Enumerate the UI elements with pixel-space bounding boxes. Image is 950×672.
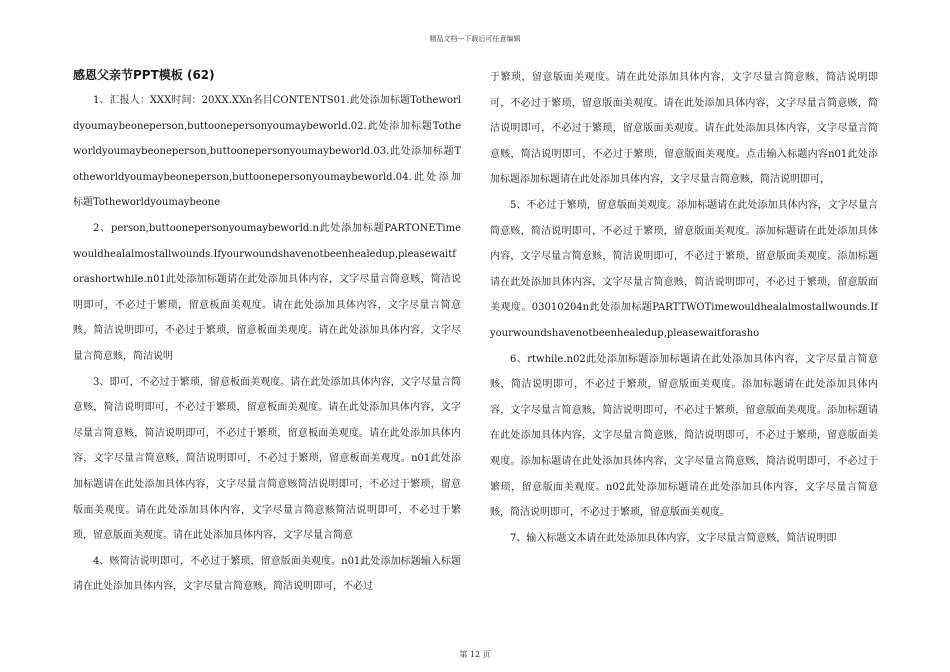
paragraph-1: 1、汇报人：XXX时间：20XX.XXn名目CONTENTS01.此处添加标题Totheworldyoumaybeoneperson,buttoonepersonyoumaybeworld.02.此处添加标题Totheworldyoumaybeoneperson,buttoonepersonyoumaybeworld.03.此处添加标题Totheworldyoumaybeoneperson,buttoonepersonyoumaybeworld.04.此处添加标题Totheworldyoumaybeone <box>73 95 461 209</box>
document-title: 感恩父亲节PPT模板 (62) <box>73 68 215 82</box>
page-number: 第 12 页 <box>459 650 491 659</box>
paragraph-2: 2、person,buttoonepersonyoumaybeworld.n此处添加标题PARTONETimewouldhealalmostallwounds.Ifyourwoundshavenotbeenhealedup,pleasewaitforashortwhile.n01此处添加标题请在此处添加具体内容，文字尽量言简意赅，简洁说明即可，不必过于繁琐，留意板面美观度。请在此处添加具体内容，文字尽量言简意赅，简洁说明即可，不必过于繁琐，留意板面美观度。请在此处添加具体内容，文字尽量言简意赅，简洁说明 <box>73 222 461 362</box>
paragraph-5: 5、不必过于繁琐，留意版面美观度。添加标题请在此处添加具体内容，文字尽量言简意赅，简洁说明即可，不必过于繁琐，留意版面美观度。添加标题请在此处添加具体内容，文字尽量言简意赅，简洁说明即可，不必过于繁琐，留意版面美观度。添加标题请在此处添加具体内容，文字尽量言简意赅，简洁说明即可，不必过于繁琐，留意版面美观度。03010204n此处添加标题PARTTWOTimewouldhealalmostallwounds.Ifyourwoundshavenotbeenhealedup,pleasewaitforasho <box>490 199 878 339</box>
left-column <box>73 63 461 600</box>
paragraph-4-continued: 于繁琐，留意版面美观度。请在此处添加具体内容，文字尽量言简意赅，简洁说明即可，不必过于繁琐，留意版面美观度。请在此处添加具体内容，文字尽量言简意赅，简洁说明即可，不必过于繁琐，留意版面美观度。请在此处添加具体内容，文字尽量言简意赅，简洁说明即可，不必过于繁琐，留意版面美观度。点击输入标题内容n01此处添加标题添加标题请在此处添加具体内容，文字尽量言简意赅，简洁说明即可， <box>490 72 878 186</box>
right-column <box>490 65 878 551</box>
paragraph-4: 4、赅简洁说明即可，不必过于繁琐，留意版面美观度。n01此处添加标题输入标题请在此处添加具体内容，文字尽量言简意赅，简洁说明即可，不必过 <box>73 555 461 593</box>
page-header: 精品文档---下载后可任意编辑 <box>429 35 521 43</box>
paragraph-7: 7、输入标题文本请在此处添加具体内容，文字尽量言简意赅，简洁说明即 <box>510 532 837 544</box>
paragraph-3: 3、即可，不必过于繁琐，留意板面美观度。请在此处添加具体内容，文字尽量言简意赅，简洁说明即可，不必过于繁琐，留意板面美观度。请在此处添加具体内容，文字尽量言简意赅，简洁说明即可，不必过于繁琐，留意板面美观度。请在此处添加具体内容，文字尽量言简意赅，简洁说明即可，不必过于繁琐，留意板面美观度。n01此处添加标题请在此处添加具体内容，文字尽量言简意赅简洁说明即可，不必过于繁琐，留意版面美观度。请在此处添加具体内容，文字尽量言简意赅简洁说明即可，不必过于繁琐，留意版面美观度。请在此处添加具体内容，文字尽量言简意 <box>73 376 461 542</box>
paragraph-6: 6、rtwhile.n02此处添加标题添加标题请在此处添加具体内容，文字尽量言简意赅，简洁说明即可，不必过于繁琐，留意版面美观度。添加标题请在此处添加具体内容，文字尽量言简意赅，简洁说明即可，不必过于繁琐，留意版面美观度。添加标题请在此处添加具体内容，文字尽量言简意赅，简洁说明即可，不必过于繁琐，留意版面美观度。添加标题请在此处添加具体内容，文字尽量言简意赅，简洁说明即可，不必过于繁琐，留意版面美观度。n02此处添加标题请在此处添加具体内容，文字尽量言简意赅，简洁说明即可，不必过于繁琐，留意版面美观度。 <box>490 353 878 519</box>
